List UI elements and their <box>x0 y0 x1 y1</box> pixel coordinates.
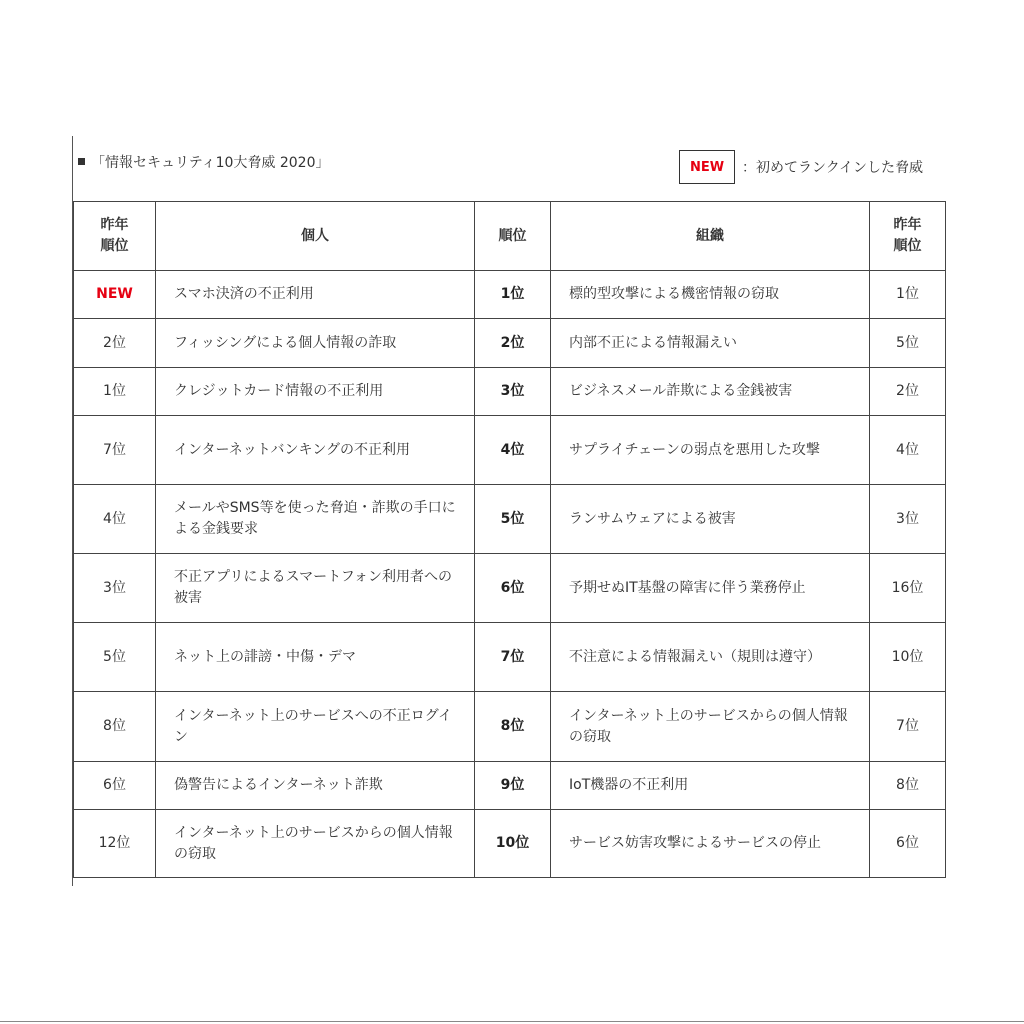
prev-rank-organization: 10位 <box>870 623 946 692</box>
table-header-row <box>74 202 946 271</box>
organization-threat: 標的型攻撃による機密情報の窃取 <box>551 271 870 319</box>
organization-threat: 内部不正による情報漏えい <box>551 319 870 368</box>
rank: 10位 <box>475 810 551 878</box>
individual-threat: インターネット上のサービスからの個人情報の窃取 <box>156 810 475 878</box>
prev-rank-individual: 4位 <box>74 485 156 554</box>
table-row <box>74 485 946 554</box>
prev-rank-organization: 6位 <box>870 810 946 878</box>
table-row <box>74 692 946 762</box>
table-row <box>74 623 946 692</box>
rank: 2位 <box>475 319 551 368</box>
individual-threat: 不正アプリによるスマートフォン利用者への被害 <box>156 554 475 623</box>
rank: 4位 <box>475 416 551 485</box>
rank: 7位 <box>475 623 551 692</box>
rank: 8位 <box>475 692 551 762</box>
prev-rank-organization: 7位 <box>870 692 946 762</box>
bottom-divider <box>0 1021 1024 1022</box>
prev-rank-organization: 1位 <box>870 271 946 319</box>
prev-rank-organization: 4位 <box>870 416 946 485</box>
individual-threat: メールやSMS等を使った脅迫・詐欺の手口による金銭要求 <box>156 485 475 554</box>
organization-threat: ビジネスメール詐欺による金銭被害 <box>551 368 870 416</box>
individual-threat: インターネット上のサービスへの不正ログイン <box>156 692 475 762</box>
prev-rank-organization: 8位 <box>870 762 946 810</box>
individual-threat: 偽警告によるインターネット詐欺 <box>156 762 475 810</box>
prev-rank-individual: 1位 <box>74 368 156 416</box>
prev-rank-individual: 6位 <box>74 762 156 810</box>
header-rank: 順位 <box>475 202 551 271</box>
individual-threat: スマホ決済の不正利用 <box>156 271 475 319</box>
header-individual: 個人 <box>156 202 475 271</box>
table-row <box>74 554 946 623</box>
prev-rank-individual: 2位 <box>74 319 156 368</box>
rank: 6位 <box>475 554 551 623</box>
individual-threat: クレジットカード情報の不正利用 <box>156 368 475 416</box>
prev-rank-organization: 2位 <box>870 368 946 416</box>
individual-threat: ネット上の誹謗・中傷・デマ <box>156 623 475 692</box>
page-title <box>78 152 330 172</box>
header-prev-rank-organization: 昨年 順位 <box>870 202 946 271</box>
table-row <box>74 319 946 368</box>
header-organization: 組織 <box>551 202 870 271</box>
bullet-square-icon <box>78 158 85 165</box>
prev-rank-individual: 8位 <box>74 692 156 762</box>
rank: 3位 <box>475 368 551 416</box>
threat-ranking-table <box>73 201 946 878</box>
table-row <box>74 368 946 416</box>
page-title-text: 「情報セキュリティ10大脅威 2020」 <box>91 155 330 171</box>
prev-rank-individual: 12位 <box>74 810 156 878</box>
rank: 5位 <box>475 485 551 554</box>
rank: 9位 <box>475 762 551 810</box>
prev-rank-individual: 3位 <box>74 554 156 623</box>
rank: 1位 <box>475 271 551 319</box>
individual-threat: インターネットバンキングの不正利用 <box>156 416 475 485</box>
organization-threat: サプライチェーンの弱点を悪用した攻撃 <box>551 416 870 485</box>
organization-threat: 予期せぬIT基盤の障害に伴う業務停止 <box>551 554 870 623</box>
prev-rank-individual: NEW <box>74 271 156 319</box>
legend <box>679 150 923 184</box>
table-body <box>74 271 946 878</box>
prev-rank-organization: 3位 <box>870 485 946 554</box>
table-row <box>74 271 946 319</box>
table-row <box>74 810 946 878</box>
header-prev-rank-individual: 昨年 順位 <box>74 202 156 271</box>
new-badge: NEW <box>679 150 735 184</box>
prev-rank-individual: 7位 <box>74 416 156 485</box>
organization-threat: ランサムウェアによる被害 <box>551 485 870 554</box>
individual-threat: フィッシングによる個人情報の詐取 <box>156 319 475 368</box>
prev-rank-organization: 5位 <box>870 319 946 368</box>
organization-threat: サービス妨害攻撃によるサービスの停止 <box>551 810 870 878</box>
table-row <box>74 762 946 810</box>
organization-threat: インターネット上のサービスからの個人情報の窃取 <box>551 692 870 762</box>
organization-threat: 不注意による情報漏えい（規則は遵守） <box>551 623 870 692</box>
organization-threat: IoT機器の不正利用 <box>551 762 870 810</box>
prev-rank-organization: 16位 <box>870 554 946 623</box>
table-row <box>74 416 946 485</box>
prev-rank-individual: 5位 <box>74 623 156 692</box>
legend-text: ：初めてランクインした脅威 <box>742 160 924 176</box>
